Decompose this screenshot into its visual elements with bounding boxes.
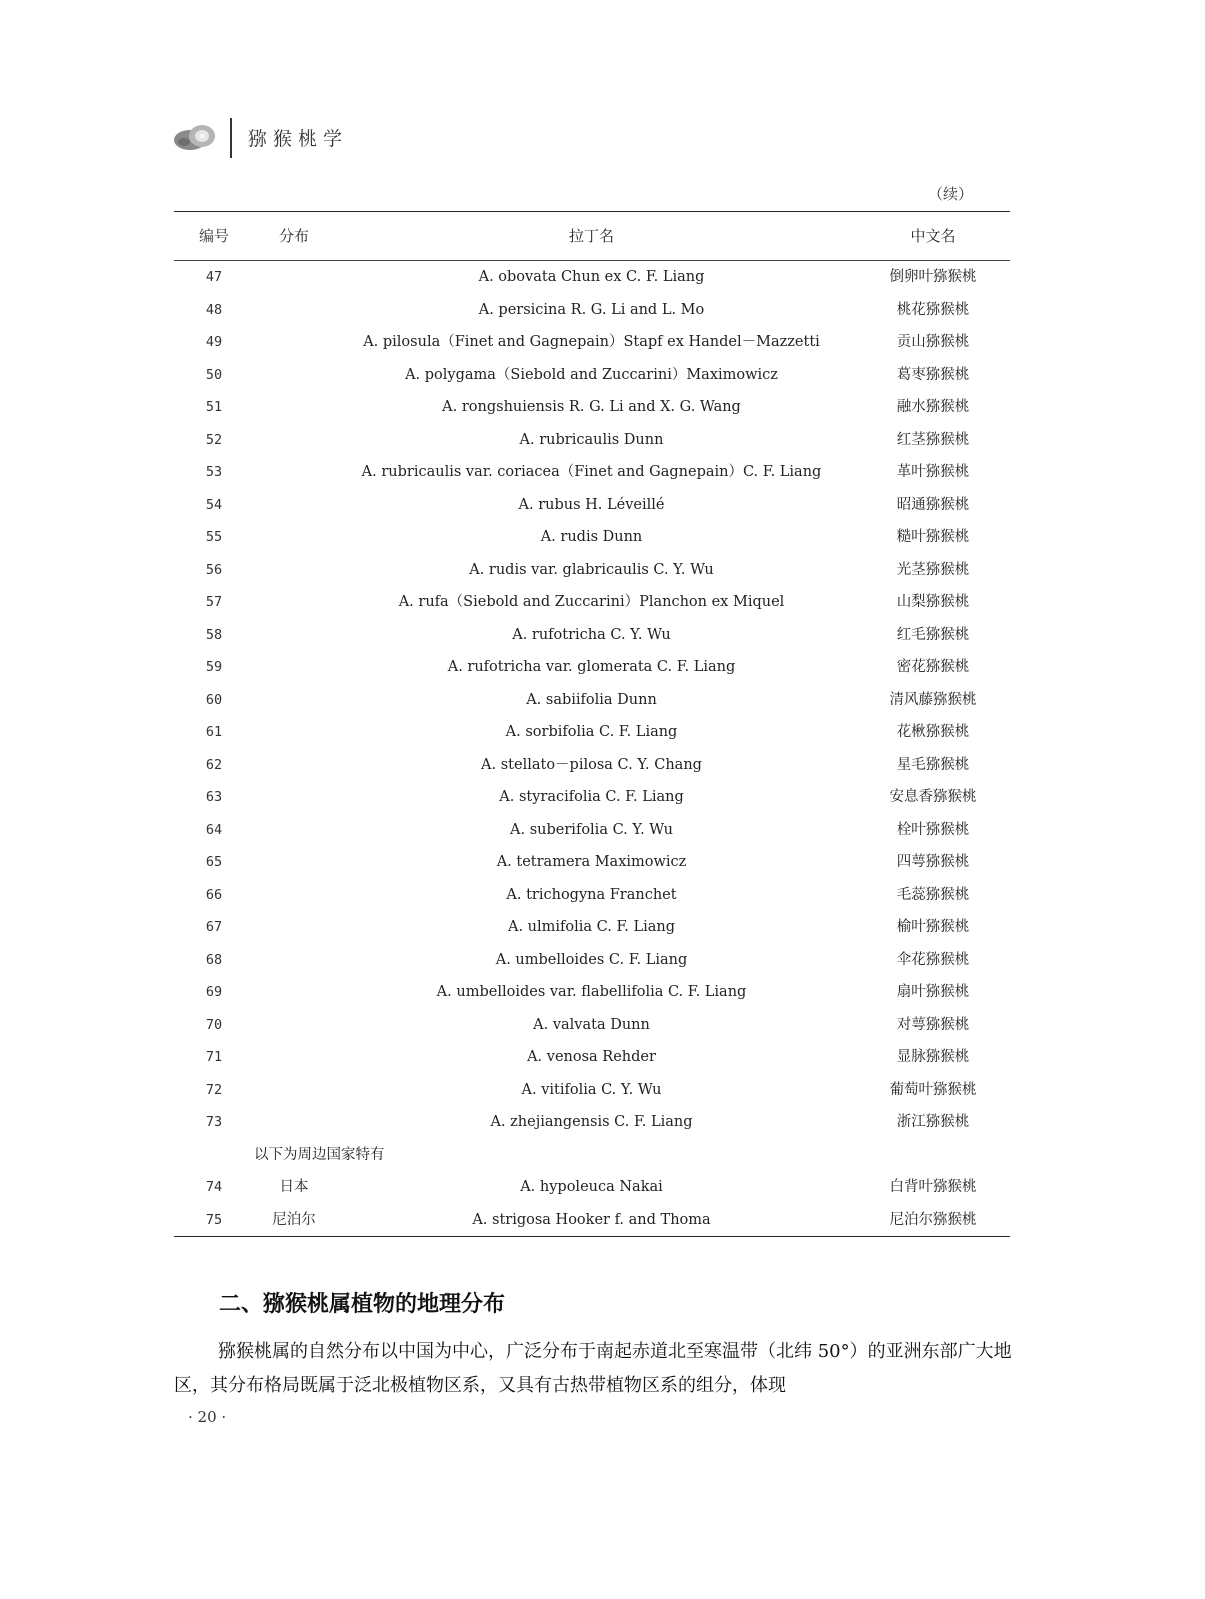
row-num: 55 bbox=[205, 529, 223, 545]
table-extra-body bbox=[174, 1171, 1010, 1236]
row-latin: A. umbelloides C. F. Liang bbox=[495, 951, 688, 968]
running-header bbox=[172, 116, 472, 160]
row-num: 60 bbox=[205, 691, 223, 708]
row-cn: 葛枣猕猴桃 bbox=[896, 366, 970, 383]
table-row bbox=[174, 716, 1010, 749]
row-num: 65 bbox=[205, 854, 223, 870]
table-row bbox=[174, 846, 1010, 879]
row-cn: 白背叶猕猴桃 bbox=[889, 1179, 977, 1195]
table-row bbox=[174, 456, 1010, 489]
row-latin: A. tetramera Maximowicz bbox=[496, 854, 687, 870]
row-num: 66 bbox=[205, 886, 223, 903]
table-row bbox=[174, 814, 1010, 847]
row-latin: A. venosa Rehder bbox=[527, 1049, 656, 1065]
row-latin: A. rudis var. glabricaulis C. Y. Wu bbox=[469, 561, 714, 578]
row-num: 62 bbox=[205, 756, 223, 773]
row-latin: A. valvata Dunn bbox=[533, 1016, 650, 1033]
table-row bbox=[174, 879, 1010, 912]
header-dist: 分布 bbox=[278, 227, 309, 245]
row-cn: 显脉猕猴桃 bbox=[896, 1049, 970, 1065]
row-latin: A. umbelloides var. flabellifolia C. F. Liang bbox=[436, 984, 747, 1000]
row-latin: A. styracifolia C. F. Liang bbox=[499, 789, 684, 805]
row-latin: A. rufotricha C. Y. Wu bbox=[512, 626, 671, 643]
row-num: 58 bbox=[205, 626, 223, 643]
table-row bbox=[174, 294, 1010, 327]
table-row bbox=[174, 976, 1010, 1009]
table-row bbox=[174, 391, 1010, 424]
row-num: 69 bbox=[205, 984, 223, 1000]
table-row bbox=[174, 911, 1010, 944]
row-num: 52 bbox=[205, 431, 223, 448]
row-num: 63 bbox=[205, 789, 223, 805]
row-latin: A. obovata Chun ex C. F. Liang bbox=[478, 269, 705, 285]
row-latin: A. vitifolia C. Y. Wu bbox=[521, 1081, 662, 1098]
row-latin: A. sabiifolia Dunn bbox=[526, 691, 657, 708]
table-row bbox=[174, 424, 1010, 457]
row-num: 74 bbox=[205, 1179, 223, 1195]
header-latin: 拉丁名 bbox=[568, 227, 614, 245]
header-divider bbox=[230, 118, 232, 158]
row-latin: A. ulmifolia C. F. Liang bbox=[507, 919, 676, 935]
row-cn: 榆叶猕猴桃 bbox=[896, 919, 970, 935]
row-num: 49 bbox=[205, 334, 223, 350]
table-row bbox=[174, 651, 1010, 684]
table-row bbox=[174, 326, 1010, 359]
row-num: 51 bbox=[205, 399, 223, 415]
row-cn: 扇叶猕猴桃 bbox=[896, 984, 970, 1000]
row-num: 48 bbox=[205, 301, 223, 318]
row-cn: 浙江猕猴桃 bbox=[896, 1114, 970, 1130]
row-cn: 安息香猕猴桃 bbox=[889, 789, 977, 805]
table-row bbox=[174, 781, 1010, 814]
table-body bbox=[174, 261, 1010, 1139]
row-cn: 伞花猕猴桃 bbox=[896, 951, 970, 968]
row-latin: A. rubricaulis Dunn bbox=[519, 431, 664, 448]
table-note-row bbox=[174, 1139, 1010, 1172]
row-latin: A. rufotricha var. glomerata C. F. Liang bbox=[447, 659, 736, 675]
book-title: 猕猴桃学 bbox=[248, 128, 349, 150]
row-num: 70 bbox=[205, 1016, 223, 1033]
table-row bbox=[174, 1204, 1010, 1237]
table-row bbox=[174, 749, 1010, 782]
table-header-row bbox=[174, 212, 1010, 260]
row-dist: 尼泊尔 bbox=[272, 1211, 316, 1228]
row-latin: A. rufa（Siebold and Zuccarini）Planchon ex Miquel bbox=[398, 594, 785, 610]
row-cn: 密花猕猴桃 bbox=[896, 659, 970, 675]
row-cn: 栓叶猕猴桃 bbox=[896, 821, 970, 838]
row-latin: A. stellato－pilosa C. Y. Chang bbox=[481, 756, 702, 773]
row-num: 47 bbox=[205, 269, 223, 285]
row-cn: 星毛猕猴桃 bbox=[896, 756, 970, 773]
table-bottom-rule bbox=[174, 1236, 1010, 1237]
table-row bbox=[174, 1171, 1010, 1204]
row-dist: 日本 bbox=[279, 1179, 309, 1195]
row-cn: 桃花猕猴桃 bbox=[896, 301, 970, 318]
row-num: 57 bbox=[205, 594, 223, 610]
table-row bbox=[174, 489, 1010, 522]
row-cn: 革叶猕猴桃 bbox=[896, 464, 970, 480]
row-num: 56 bbox=[205, 561, 223, 578]
row-latin: A. sorbifolia C. F. Liang bbox=[505, 724, 678, 740]
table-row bbox=[174, 1009, 1010, 1042]
body-paragraph: 猕猴桃属的自然分布以中国为中心，广泛分布于南起赤道北至寒温带（北纬 50°）的亚洲东部广大地区，其分布格局既属于泛北极植物区系，又具有古热带植物区系的组分，体现 bbox=[174, 1341, 1012, 1396]
row-cn: 山梨猕猴桃 bbox=[896, 594, 970, 610]
row-cn: 四萼猕猴桃 bbox=[896, 854, 970, 870]
row-latin: A. trichogyna Franchet bbox=[506, 886, 677, 903]
row-latin: A. strigosa Hooker f. and Thoma bbox=[472, 1211, 711, 1228]
row-num: 67 bbox=[205, 919, 223, 935]
table-row bbox=[174, 521, 1010, 554]
header-num: 编号 bbox=[198, 227, 229, 245]
row-num: 64 bbox=[205, 821, 223, 838]
row-latin: A. polygama（Siebold and Zuccarini）Maximowicz bbox=[405, 366, 778, 383]
row-num: 54 bbox=[205, 496, 223, 513]
table-row bbox=[174, 586, 1010, 619]
row-latin: A. pilosula（Finet and Gagnepain）Stapf ex Handel－Mazzetti bbox=[363, 334, 820, 350]
row-latin: A. rubus H. Léveillé bbox=[518, 496, 665, 513]
table-row bbox=[174, 554, 1010, 587]
row-cn: 光茎猕猴桃 bbox=[896, 561, 970, 578]
row-num: 68 bbox=[205, 951, 223, 968]
row-cn: 尼泊尔猕猴桃 bbox=[889, 1211, 977, 1228]
table-note: 以下为周边国家特有 bbox=[254, 1146, 385, 1163]
row-latin: A. suberifolia C. Y. Wu bbox=[510, 821, 673, 838]
table-row bbox=[174, 1074, 1010, 1107]
row-num: 72 bbox=[205, 1081, 223, 1098]
header-cn: 中文名 bbox=[910, 227, 956, 245]
row-latin: A. zhejiangensis C. F. Liang bbox=[490, 1114, 693, 1130]
row-latin: A. hypoleuca Nakai bbox=[520, 1179, 663, 1195]
row-cn: 红毛猕猴桃 bbox=[896, 626, 970, 643]
row-latin: A. rubricaulis var. coriacea（Finet and Gagnepain）C. F. Liang bbox=[361, 464, 822, 480]
row-cn: 对萼猕猴桃 bbox=[896, 1016, 970, 1033]
continued-label: （续） bbox=[927, 185, 973, 203]
kiwi-fruit-logo-icon bbox=[172, 122, 220, 152]
row-cn: 花楸猕猴桃 bbox=[896, 724, 970, 740]
row-num: 53 bbox=[205, 464, 223, 480]
row-num: 75 bbox=[205, 1211, 223, 1228]
row-num: 59 bbox=[205, 659, 223, 675]
section-title: 二、猕猴桃属植物的地理分布 bbox=[219, 1292, 506, 1317]
row-cn: 毛蕊猕猴桃 bbox=[896, 886, 970, 903]
row-cn: 清风藤猕猴桃 bbox=[889, 691, 977, 708]
row-num: 61 bbox=[205, 724, 223, 740]
row-cn: 融水猕猴桃 bbox=[896, 399, 970, 415]
row-num: 73 bbox=[205, 1114, 223, 1130]
row-cn: 糙叶猕猴桃 bbox=[896, 529, 970, 545]
row-num: 50 bbox=[205, 366, 223, 383]
row-latin: A. rongshuiensis R. G. Li and X. G. Wang bbox=[442, 399, 741, 415]
table-row bbox=[174, 261, 1010, 294]
row-num: 71 bbox=[205, 1049, 223, 1065]
species-table bbox=[174, 211, 1010, 1237]
row-latin: A. persicina R. G. Li and L. Mo bbox=[478, 301, 705, 318]
table-row bbox=[174, 619, 1010, 652]
table-row bbox=[174, 944, 1010, 977]
table-row bbox=[174, 359, 1010, 392]
table-row bbox=[174, 1106, 1010, 1139]
row-cn: 红茎猕猴桃 bbox=[896, 431, 970, 448]
row-cn: 葡萄叶猕猴桃 bbox=[889, 1081, 977, 1098]
table-row bbox=[174, 684, 1010, 717]
table-row bbox=[174, 1041, 1010, 1074]
row-cn: 倒卵叶猕猴桃 bbox=[889, 269, 977, 285]
row-latin: A. rudis Dunn bbox=[540, 529, 643, 545]
page-number: · 20 · bbox=[188, 1408, 227, 1426]
row-cn: 贡山猕猴桃 bbox=[896, 334, 970, 350]
row-cn: 昭通猕猴桃 bbox=[896, 496, 970, 513]
